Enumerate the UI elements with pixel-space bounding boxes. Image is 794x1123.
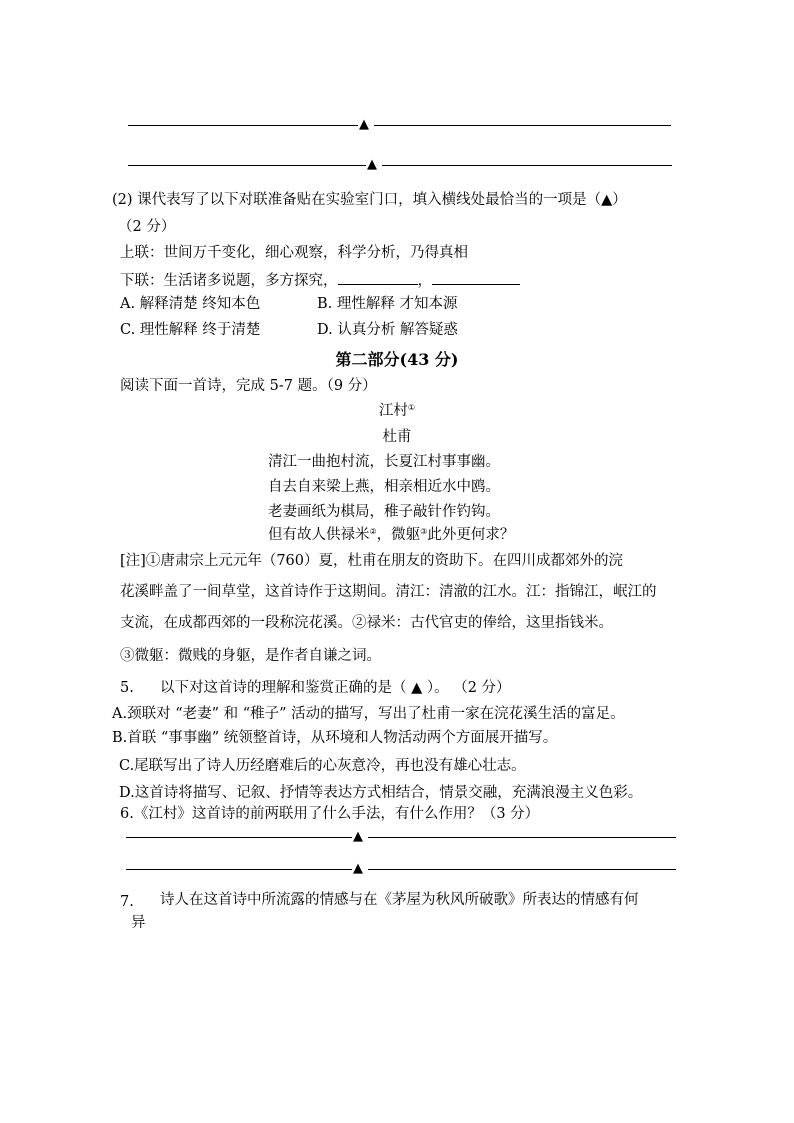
couplet-lower-text: 下联：生活诸多说题，多方探究， bbox=[120, 273, 338, 289]
couplet-lower bbox=[120, 270, 520, 290]
part-2-title: 第二部分(43 分) bbox=[335, 350, 459, 369]
option-c[interactable]: C. 理性解释 终于清楚 bbox=[120, 322, 261, 338]
question-5-prompt: 以下对这首诗的理解和鉴赏正确的是（ ▲ ）。 （2 分） bbox=[160, 680, 511, 696]
answer-triangle-icon: ▲ bbox=[367, 157, 377, 172]
poem-title bbox=[0, 402, 794, 420]
note-line-3: 支流，在成都西郊的一段称浣花溪。②禄米：古代官吏的俸给，这里指钱米。 bbox=[120, 615, 613, 631]
couplet-separator: ， bbox=[417, 273, 432, 289]
poem-line-3: 老妻画纸为棋局，稚子敲针作钓钩。 bbox=[268, 504, 500, 520]
poem-line-2: 自去自来梁上燕，相亲相近水中鸥。 bbox=[268, 479, 500, 495]
option-a[interactable]: A. 解释清楚 终知本色 bbox=[120, 296, 261, 312]
poem-line-4-part-c: 此外更何求？ bbox=[427, 527, 515, 543]
answer-triangle-icon: ▲ bbox=[353, 861, 363, 876]
question-7-prompt: 诗人在这首诗中所流露的情感与在《茅屋为秋风所破歌》所表达的情感有何 bbox=[160, 892, 639, 908]
answer-line-q6-1[interactable] bbox=[126, 829, 676, 845]
option-b[interactable]: B. 理性解释 才知本源 bbox=[317, 296, 458, 312]
question-6-prompt: 6.《江村》这首诗的前两联用了什么手法，有什么作用？（3 分） bbox=[120, 806, 540, 822]
couplet-blank-2[interactable] bbox=[432, 270, 520, 285]
answer-line-1[interactable] bbox=[128, 117, 671, 133]
q5-option-d[interactable]: D.这首诗将描写、记叙、抒情等表达方式相结合，情景交融，充满浪漫主义色彩。 bbox=[119, 785, 643, 801]
note-line-2: 花溪畔盖了一间草堂，这首诗作于这期间。清江：清澈的江水。江：指锦江，岷江的 bbox=[120, 584, 657, 600]
poem-note-2: ② bbox=[369, 527, 377, 536]
note-line-4: ③微躯：微贱的身躯，是作者自谦之词。 bbox=[120, 648, 381, 664]
poem-note-3: ③ bbox=[420, 527, 428, 536]
question-7-prompt-cont: 异 bbox=[131, 915, 146, 931]
poem-title-text: 江村 bbox=[378, 403, 408, 419]
answer-line-2[interactable] bbox=[128, 157, 672, 173]
note-line-1: [注]①唐肃宗上元元年（760）夏，杜甫在朋友的资助下。在四川成都郊外的浣 bbox=[120, 553, 623, 569]
q5-option-c[interactable]: C.尾联写出了诗人历经磨难后的心灰意冷，再也没有雄心壮志。 bbox=[119, 758, 526, 774]
question-5-number: 5. bbox=[120, 680, 134, 696]
poem-title-note: ① bbox=[407, 403, 416, 412]
poem-author: 杜甫 bbox=[382, 429, 412, 445]
q5-option-b[interactable]: B.首联 “事事幽” 统领整首诗，从环境和人物活动两个方面展开描写。 bbox=[112, 730, 558, 746]
poem-line-1: 清江一曲抱村流，长夏江村事事幽。 bbox=[268, 454, 500, 470]
q5-option-a[interactable]: A.颈联对 “老妻” 和 “稚子” 活动的描写，写出了杜甫一家在浣花溪生活的富足。 bbox=[112, 706, 625, 722]
couplet-blank-1[interactable] bbox=[338, 270, 418, 285]
poem-line-4-part-b: ，微躯 bbox=[376, 527, 421, 543]
reading-intro: 阅读下面一首诗，完成 5-7 题。（9 分） bbox=[120, 378, 377, 394]
poem-line-4 bbox=[268, 526, 514, 544]
option-d[interactable]: D. 认真分析 解答疑惑 bbox=[317, 322, 458, 338]
couplet-upper: 上联：世间万千变化，细心观察，科学分析，乃得真相 bbox=[120, 245, 468, 261]
question-2-prompt: (2) 课代表写了以下对联准备贴在实验室门口，填入横线处最恰当的一项是（▲） bbox=[112, 192, 627, 208]
question-2-score: （2 分） bbox=[118, 219, 176, 235]
answer-triangle-icon: ▲ bbox=[359, 117, 369, 132]
poem-line-4-part-a: 但有故人供禄米 bbox=[268, 527, 370, 543]
answer-line-q6-2[interactable] bbox=[126, 861, 676, 877]
question-7-number: 7. bbox=[120, 894, 134, 910]
answer-triangle-icon: ▲ bbox=[353, 829, 363, 844]
